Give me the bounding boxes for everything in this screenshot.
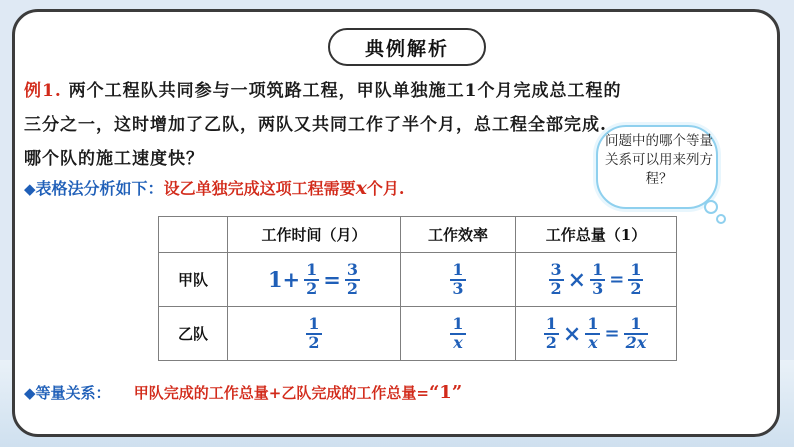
yi-total-frac3: $\frac{1}{2x}$: [625, 313, 647, 352]
jia-total-cell: [516, 253, 677, 307]
yi-time-cell: [228, 307, 401, 361]
jia-total-frac3: $\frac{1}{2}$: [630, 259, 642, 298]
thought-bubble-text: 问题中的哪个等量关系可以用来列方程？: [605, 133, 713, 187]
jia-total-frac1: $\frac{3}{2}$: [550, 259, 562, 298]
diamond-bullet-icon: ◆: [24, 180, 36, 198]
jia-rate-cell: [401, 253, 516, 307]
jia-rate-frac: $\frac{1}{3}$: [452, 259, 464, 298]
jia-time-frac2: $\frac{3}{2}$: [346, 259, 359, 298]
page-title: 典例解析: [328, 28, 486, 66]
problem-number: 1: [464, 81, 478, 101]
problem-text-1b: 个月完成总工程的: [477, 81, 622, 101]
analysis-text: 设乙单独完成这项工程需要: [163, 179, 356, 198]
analysis-unit: 个月.: [366, 179, 405, 198]
analysis-line: [24, 176, 404, 199]
jia-time-frac1: $\frac{1}{2}$: [306, 259, 318, 298]
jia-total-eq: =: [609, 269, 625, 290]
yi-rate-cell: [401, 307, 516, 361]
relation-value: “1”: [428, 382, 463, 403]
table-header-corner: [159, 217, 228, 253]
yi-total-cell: [516, 307, 677, 361]
jia-time-cell: [228, 253, 401, 307]
row-label-yi: 乙队: [159, 307, 228, 361]
yi-total-frac1: $\frac{1}{2}$: [545, 313, 557, 352]
thought-bubble-tail-small: [716, 214, 726, 224]
relation-label: 等量关系：: [35, 384, 111, 402]
table-header-rate: 工作效率: [401, 217, 516, 253]
table-row: [159, 307, 677, 361]
relation-text: 甲队完成的工作总量+乙队完成的工作总量=: [133, 384, 429, 402]
equality-relation: [24, 382, 462, 403]
analysis-variable: x: [355, 177, 367, 199]
problem-line-3: 哪个队的施工速度快？: [24, 149, 204, 169]
problem-line-2: 三分之一，这时增加了乙队，两队又共同工作了半个月，总工程全部完成.: [24, 115, 607, 135]
problem-line-1: [24, 74, 776, 108]
table-header-time: 工作时间（月）: [228, 217, 401, 253]
analysis-table: [158, 216, 677, 361]
analysis-label: 表格法分析如下：: [35, 179, 164, 198]
yi-time-frac: $\frac{1}{2}$: [308, 313, 320, 352]
jia-time-lead: 1+: [267, 267, 301, 292]
row-label-jia: 甲队: [159, 253, 228, 307]
yi-total-eq: =: [604, 323, 620, 344]
jia-time-eq: =: [323, 267, 341, 292]
diamond-bullet-icon: ◆: [24, 384, 36, 402]
problem-text-1a: 两个工程队共同参与一项筑路工程，甲队单独施工: [68, 81, 465, 101]
example-label: 例1.: [24, 81, 62, 101]
thought-bubble-tail: [704, 200, 718, 214]
yi-rate-frac: $\frac{1}{x}$: [452, 313, 464, 352]
yi-total-frac2: $\frac{1}{x}$: [587, 313, 599, 352]
table-header-row: [159, 217, 677, 253]
jia-total-frac2: $\frac{1}{3}$: [592, 259, 604, 298]
table-row: [159, 253, 677, 307]
yi-total-times: ×: [562, 320, 582, 347]
jia-total-times: ×: [567, 266, 587, 293]
table-header-total: 工作总量（1）: [516, 217, 677, 253]
